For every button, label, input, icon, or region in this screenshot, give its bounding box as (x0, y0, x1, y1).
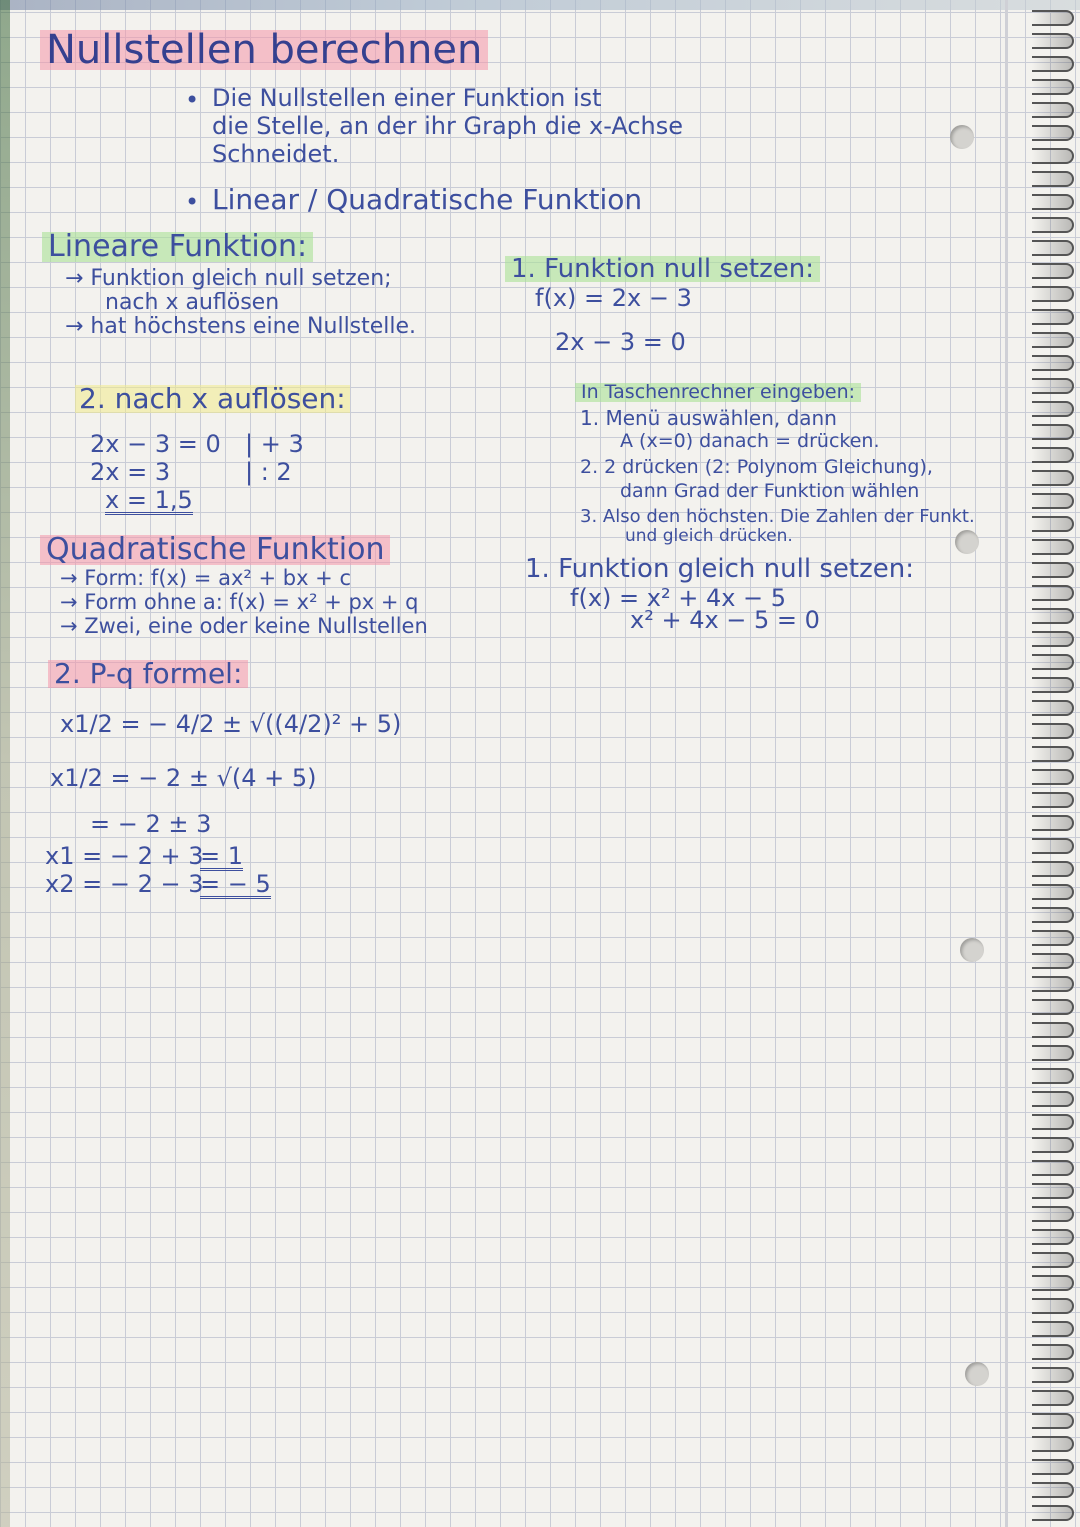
bullet-dot-icon: • (185, 86, 200, 114)
function-types: Linear / Quadratische Funktion (212, 183, 643, 216)
punch-hole (960, 938, 984, 962)
calculator-step: dann Grad der Funktion wählen (620, 480, 920, 502)
spiral-ring (1032, 516, 1074, 532)
spiral-ring (1032, 171, 1074, 187)
spiral-ring (1032, 539, 1074, 555)
spiral-ring (1032, 677, 1074, 693)
linear-step2-label: 2. nach x auflösen: (75, 385, 350, 413)
linear-step1-label: 1. Funktion null setzen: (505, 256, 820, 282)
punch-hole (950, 125, 974, 149)
linear-heading: Lineare Funktion: (42, 232, 313, 262)
spiral-ring (1032, 1022, 1074, 1038)
spiral-ring (1032, 1229, 1074, 1245)
spiral-ring (1032, 401, 1074, 417)
spiral-ring (1032, 723, 1074, 739)
spiral-ring (1032, 1275, 1074, 1291)
spiral-ring (1032, 56, 1074, 72)
spiral-ring (1032, 1045, 1074, 1061)
spiral-ring (1032, 815, 1074, 831)
spiral-ring (1032, 378, 1074, 394)
quadratic-equation-zero: x² + 4x − 5 = 0 (630, 606, 820, 634)
solve-row: 2x = 3 (90, 458, 171, 486)
spiral-ring (1032, 1183, 1074, 1199)
spiral-ring (1032, 631, 1074, 647)
root-x2-result: = − 5 (200, 870, 271, 898)
calculator-step: 2. 2 drücken (2: Polynom Gleichung), (580, 456, 933, 478)
spiral-ring (1032, 102, 1074, 118)
spiral-ring (1032, 263, 1074, 279)
page-top-edge (0, 0, 1080, 10)
spiral-ring (1032, 194, 1074, 210)
page-left-edge (0, 0, 10, 1527)
linear-note: → hat höchstens eine Nullstelle. (65, 314, 417, 339)
quadratic-note: → Form: f(x) = ax² + bx + c (60, 566, 351, 590)
quadratic-step1-label: 1. Funktion gleich null setzen: (525, 554, 914, 584)
calculator-heading: In Taschenrechner eingeben: (575, 383, 861, 402)
spiral-ring (1032, 585, 1074, 601)
spiral-ring (1032, 470, 1074, 486)
spiral-ring (1032, 608, 1074, 624)
bullet-dot-icon: • (185, 188, 200, 216)
spiral-ring (1032, 769, 1074, 785)
spiral-ring (1032, 700, 1074, 716)
spiral-ring (1032, 286, 1074, 302)
definition-line-1: Die Nullstellen einer Funktion ist (212, 84, 602, 112)
spiral-ring (1032, 33, 1074, 49)
spiral-ring (1032, 1114, 1074, 1130)
solve-operation: | + 3 (245, 430, 304, 458)
punch-hole (955, 530, 979, 554)
definition-line-3: Schneidet. (212, 140, 340, 168)
quadratic-heading: Quadratische Funktion (40, 535, 390, 565)
spiral-ring (1032, 746, 1074, 762)
pq-line: = − 2 ± 3 (90, 810, 212, 838)
linear-note: → Funktion gleich null setzen; (65, 266, 392, 291)
spiral-ring (1032, 355, 1074, 371)
calculator-step: 1. Menü auswählen, dann (580, 406, 837, 430)
spiral-ring (1032, 1344, 1074, 1360)
solve-operation: | : 2 (245, 458, 292, 486)
spiral-ring (1032, 930, 1074, 946)
linear-note: nach x auflösen (105, 290, 280, 315)
spiral-ring (1032, 10, 1074, 26)
punch-hole (965, 1362, 989, 1386)
spiral-ring (1032, 332, 1074, 348)
pq-line: x1/2 = − 2 ± √(4 + 5) (50, 764, 317, 792)
spiral-ring (1032, 999, 1074, 1015)
spiral-ring (1032, 1137, 1074, 1153)
quadratic-equation: f(x) = x² + 4x − 5 (570, 584, 787, 612)
quadratic-note: → Form ohne a: f(x) = x² + px + q (60, 590, 419, 614)
solve-row: 2x − 3 = 0 (90, 430, 221, 458)
spiral-ring (1032, 1413, 1074, 1429)
spiral-ring (1032, 792, 1074, 808)
margin-line (1005, 0, 1008, 1527)
spiral-ring (1032, 447, 1074, 463)
calculator-step: und gleich drücken. (625, 526, 793, 546)
spiral-ring (1032, 1160, 1074, 1176)
spiral-ring (1032, 1298, 1074, 1314)
spiral-ring (1032, 861, 1074, 877)
spiral-ring (1032, 562, 1074, 578)
spiral-ring (1032, 1252, 1074, 1268)
definition-line-2: die Stelle, an der ihr Graph die x-Achse (212, 112, 684, 140)
spiral-ring (1032, 1482, 1074, 1498)
spiral-ring (1032, 1505, 1074, 1521)
spiral-ring (1032, 1321, 1074, 1337)
root-x2: x2 = − 2 − 3 (45, 870, 204, 898)
spiral-ring (1032, 884, 1074, 900)
spiral-ring (1032, 1206, 1074, 1222)
calculator-step: 3. Also den höchsten. Die Zahlen der Funkt. (580, 506, 975, 527)
spiral-ring (1032, 424, 1074, 440)
spiral-binding (1020, 10, 1080, 1525)
spiral-ring (1032, 1367, 1074, 1383)
linear-equation-zero: 2x − 3 = 0 (555, 328, 686, 356)
spiral-ring (1032, 1091, 1074, 1107)
calculator-step: A (x=0) danach = drücken. (620, 430, 880, 452)
spiral-ring (1032, 493, 1074, 509)
quadratic-note: → Zwei, eine oder keine Nullstellen (60, 614, 428, 638)
spiral-ring (1032, 1068, 1074, 1084)
spiral-ring (1032, 907, 1074, 923)
spiral-ring (1032, 148, 1074, 164)
spiral-ring (1032, 654, 1074, 670)
spiral-ring (1032, 838, 1074, 854)
spiral-ring (1032, 1390, 1074, 1406)
spiral-ring (1032, 240, 1074, 256)
spiral-ring (1032, 976, 1074, 992)
spiral-ring (1032, 953, 1074, 969)
linear-result: x = 1,5 (105, 486, 193, 514)
linear-equation: f(x) = 2x − 3 (535, 284, 692, 312)
spiral-ring (1032, 1436, 1074, 1452)
root-x1-result: = 1 (200, 842, 244, 870)
page-title: Nullstellen berechnen (40, 30, 488, 70)
pq-line-lhs: x1/2 = (60, 710, 141, 738)
quadratic-step2-label: 2. P-q formel: (48, 660, 248, 688)
spiral-ring (1032, 1459, 1074, 1475)
pq-line-rhs: − 4/2 ± √((4/2)² + 5) (148, 710, 402, 738)
spiral-ring (1032, 125, 1074, 141)
spiral-ring (1032, 217, 1074, 233)
spiral-ring (1032, 79, 1074, 95)
root-x1: x1 = − 2 + 3 (45, 842, 204, 870)
spiral-ring (1032, 309, 1074, 325)
